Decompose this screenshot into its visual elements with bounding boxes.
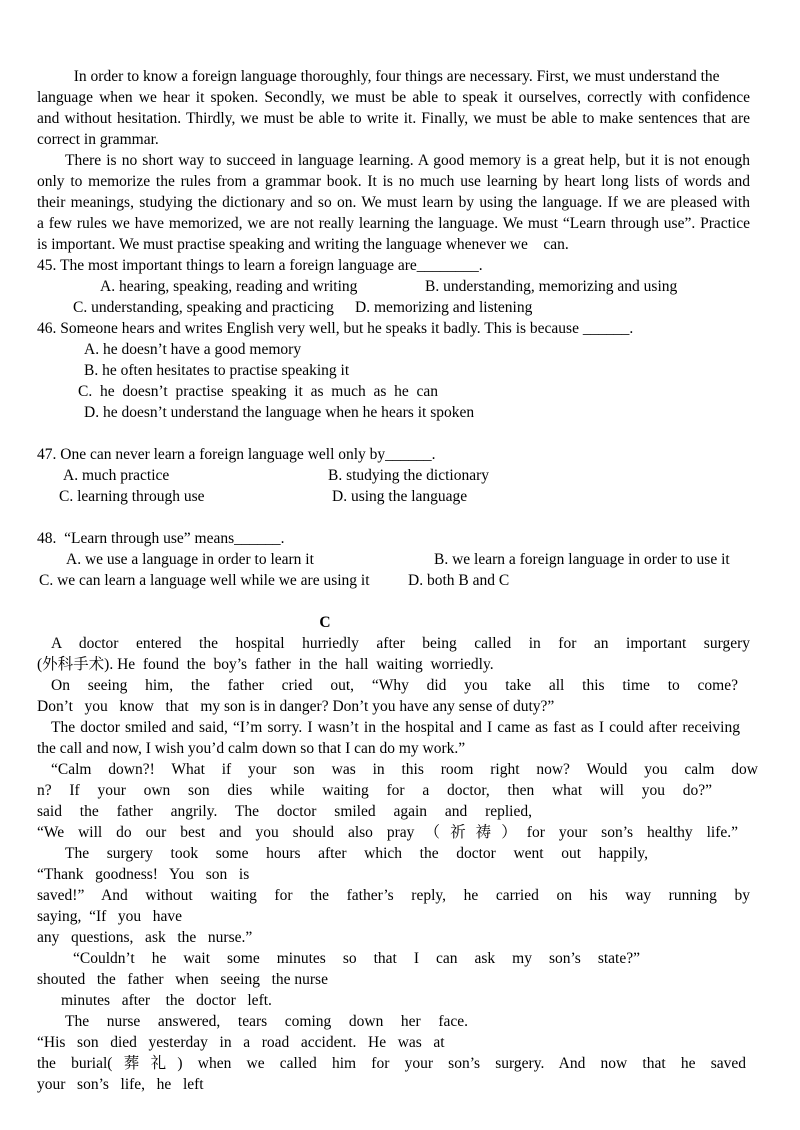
question-stem: 47. One can never learn a foreign language well only by______. [37, 446, 436, 463]
option-c: C. we can learn a language well while we are using it [39, 572, 370, 589]
text-line: the burial(葬礼) when we called him for your son’s surgery. And now that he saved [37, 1055, 746, 1072]
text-line: A doctor entered the hospital hurriedly after being called in for an important surgery [51, 635, 750, 652]
text-line: There is no short way to succeed in language learning. A good memory is a great help, but it is not enough [65, 152, 750, 169]
text-line: minutes after the doctor left. [61, 992, 272, 1009]
text-line: The surgery took some hours after which the doctor went out happily, [65, 845, 648, 862]
text-line: “Couldn’t he wait some minutes so that I can ask my son’s state?” [73, 950, 640, 967]
question-stem: 46. Someone hears and writes English very well, but he speaks it badly. This is because ______. [37, 320, 634, 337]
text-line: saying, “If you have [37, 908, 183, 925]
question-stem: 45. The most important things to learn a foreign language are________. [37, 257, 483, 274]
text-line: n? If your own son dies while waiting for a doctor, then what will you do?” [37, 782, 712, 799]
question-stem: 48. “Learn through use” means______. [37, 530, 285, 547]
option-b: B. we learn a foreign language in order to use it [434, 551, 730, 568]
option-b: B. he often hesitates to practise speaking it [84, 362, 350, 379]
text-line: their meanings, studying the dictionary and so on. We must learn by using the language. If we are pleased with [37, 194, 750, 211]
text-line: any questions, ask the nurse.” [37, 929, 253, 946]
text-line: (外科手术). He found the boy’s father in the hall waiting worriedly. [37, 656, 494, 673]
option-a: A. we use a language in order to learn it [66, 551, 314, 568]
section-heading: C [319, 614, 331, 631]
option-b: B. understanding, memorizing and using [425, 278, 678, 295]
text-line: On seeing him, the father cried out, “Why did you take all this time to come? [51, 677, 738, 694]
option-c: C. he doesn’t practise speaking it as much as he can [78, 383, 438, 400]
option-a: A. much practice [63, 467, 170, 484]
option-d: D. memorizing and listening [355, 299, 533, 316]
option-d: D. using the language [332, 488, 468, 505]
text-line: correct in grammar. [37, 131, 159, 148]
text-line: language when we hear it spoken. Secondly, we must be able to speak it ourselves, correctly with confidence [37, 89, 750, 106]
text-line: and without hesitation. Thirdly, we must be able to write it. Finally, we must be able to make sentences that are [37, 110, 750, 127]
text-line: your son’s life, he left [37, 1076, 204, 1093]
text-line: “His son died yesterday in a road accident. He was at [37, 1034, 445, 1051]
option-a: A. hearing, speaking, reading and writing [100, 278, 358, 295]
text-line: the call and now, I wish you’d calm down so that I can do my work.” [37, 740, 466, 757]
text-line: The nurse answered, tears coming down her face. [65, 1013, 468, 1030]
option-d: D. he doesn’t understand the language when he hears it spoken [84, 404, 475, 421]
text-line: “Thank goodness! You son is [37, 866, 250, 883]
text-line: said the father angrily. The doctor smiled again and replied, [37, 803, 532, 820]
option-d: D. both B and C [408, 572, 510, 589]
option-c: C. learning through use [59, 488, 205, 505]
text-line: a few rules we have memorized, we are not really learning the language. We must “Learn through use”. Practice [37, 215, 750, 232]
text-line: “Calm down?! What if your son was in this room right now? Would you calm dow [51, 761, 758, 778]
text-line: saved!” And without waiting for the father’s reply, he carried on his way running by [37, 887, 750, 904]
text-line: shouted the father when seeing the nurse [37, 971, 328, 988]
text-line: “We will do our best and you should also pray（祈祷）for your son’s healthy life.” [37, 824, 738, 841]
option-c: C. understanding, speaking and practicing [73, 299, 334, 316]
text-line: only to memorize the rules from a grammar book. It is no much use learning by heart long lists of words and [37, 173, 750, 190]
text-line: is important. We must practise speaking and writing the language whenever we can. [37, 236, 569, 253]
option-b: B. studying the dictionary [328, 467, 490, 484]
text-line: Don’t you know that my son is in danger? Don’t you have any sense of duty?” [37, 698, 555, 715]
option-a: A. he doesn’t have a good memory [84, 341, 302, 358]
text-line: The doctor smiled and said, “I’m sorry. I wasn’t in the hospital and I came as fast as I could after receiving [51, 719, 740, 736]
text-line: In order to know a foreign language thoroughly, four things are necessary. First, we must understand the [66, 68, 720, 85]
